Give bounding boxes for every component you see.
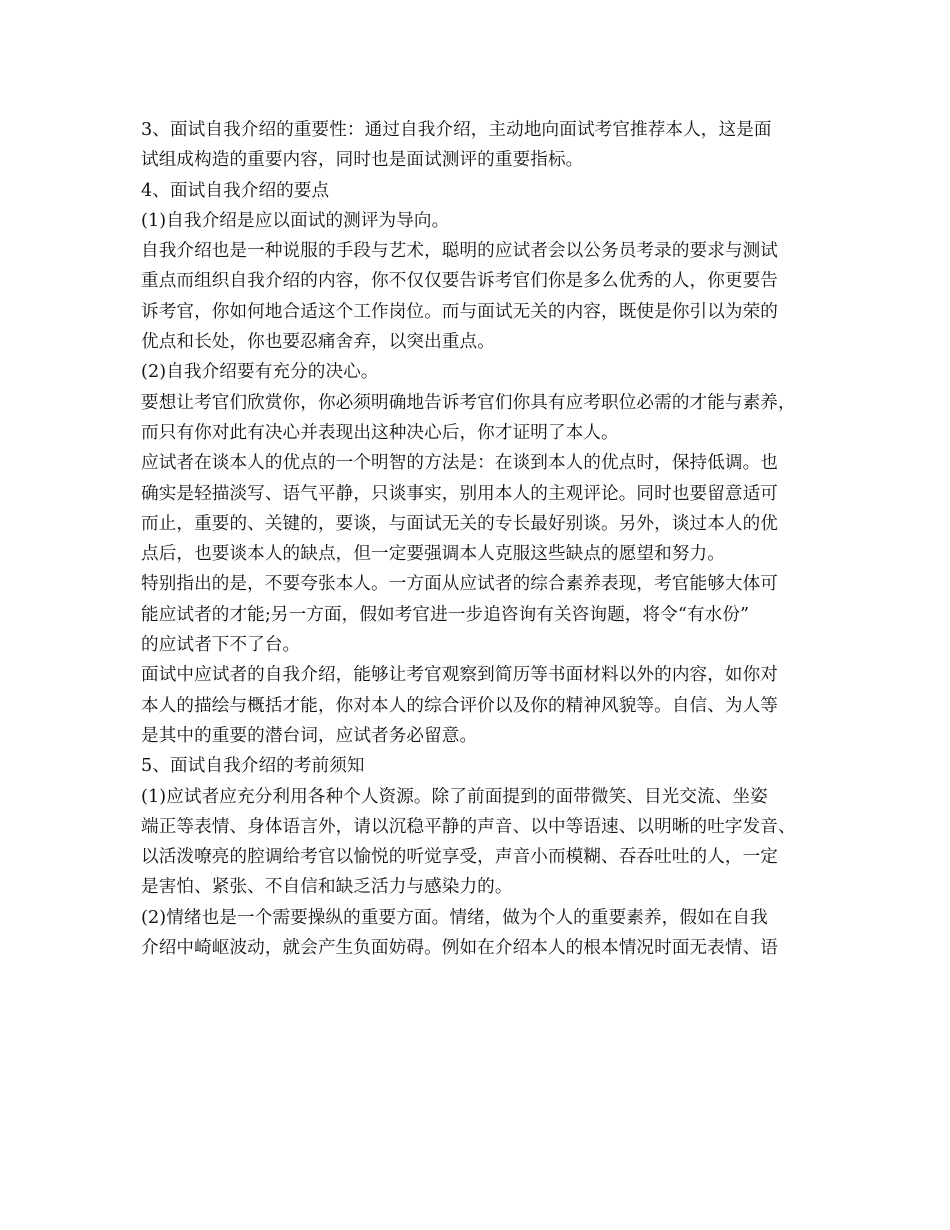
text-line: 而止，重要的、关键的，要谈，与面试无关的专长最好别谈。另外，谈过本人的优 <box>141 513 778 534</box>
text-line: 自我介绍也是一种说服的手段与艺术，聪明的应试者会以公务员考录的要求与测试 <box>141 241 778 262</box>
subsection-heading: (1)自我介绍是应以面试的测评为导向。 <box>141 210 450 231</box>
text-line: 点后，也要谈本人的缺点，但一定要强调本人克服这些缺点的愿望和努力。 <box>141 544 725 565</box>
text-line: 确实是轻描淡写、语气平静，只谈事实，别用本人的主观评论。同时也要留意适可 <box>141 483 778 504</box>
text-line: (1)应试者应充分利用各种个人资源。除了前面提到的面带微笑、目光交流、坐姿 <box>141 786 768 807</box>
text-line: 能应试者的才能;另一方面，假如考官进一步追咨询有关咨询题，将令“有水份” <box>141 604 750 625</box>
text-line: 端正等表情、身体语言外，请以沉稳平静的声音、以中等语速、以明晰的吐字发音、 <box>141 816 796 837</box>
text-line: 要想让考官们欣赏你，你必须明确地告诉考官们你具有应考职位必需的才能与素养， <box>141 392 796 413</box>
text-line: 3、面试自我介绍的重要性：通过自我介绍，主动地向面试考官推荐本人，这是面 <box>141 120 772 140</box>
text-line: 本人的描绘与概括才能，你对本人的综合评价以及你的精神风貌等。自信、为人等 <box>141 695 778 716</box>
text-line: 面试中应试者的自我介绍，能够让考官观察到简历等书面材料以外的内容，如你对 <box>141 665 778 686</box>
text-line: 诉考官，你如何地合适这个工作岗位。而与面试无关的内容，既使是你引以为荣的 <box>141 301 778 322</box>
text-line: 优点和长处，你也要忍痛舍弃，以突出重点。 <box>141 332 495 353</box>
document-body <box>141 115 813 963</box>
text-line: 试组成构造的重要内容，同时也是面试测评的重要指标。 <box>141 150 584 171</box>
text-line: 是害怕、紧张、不自信和缺乏活力与感染力的。 <box>141 877 513 898</box>
section-heading: 5、面试自我介绍的考前须知 <box>141 756 365 777</box>
text-line: 应试者在谈本人的优点的一个明智的方法是：在谈到本人的优点时，保持低调。也 <box>141 453 778 474</box>
text-line: 特别指出的是，不要夸张本人。一方面从应试者的综合素养表现，考官能够大体可 <box>141 574 778 595</box>
text-line: 是其中的重要的潜台词，应试者务必留意。 <box>141 725 478 746</box>
text-line: 而只有你对此有决心并表现出这种决心后，你才证明了本人。 <box>141 422 619 443</box>
subsection-heading: (2)自我介绍要有充分的决心。 <box>141 362 379 383</box>
text-line: 以活泼嘹亮的腔调给考官以愉悦的听觉享受，声音小而模糊、吞吞吐吐的人，一定 <box>141 847 778 868</box>
text-line: 介绍中崎岖波动，就会产生负面妨碍。例如在介绍本人的根本情况时面无表情、语 <box>141 938 778 959</box>
text-line: 的应试者下不了台。 <box>141 635 301 656</box>
text-line: 重点而组织自我介绍的内容，你不仅仅要告诉考官们你是多么优秀的人，你更要告 <box>141 271 778 292</box>
text-line: (2)情绪也是一个需要操纵的重要方面。情绪，做为个人的重要素养，假如在自我 <box>141 907 768 928</box>
section-heading: 4、面试自我介绍的要点 <box>141 180 330 201</box>
